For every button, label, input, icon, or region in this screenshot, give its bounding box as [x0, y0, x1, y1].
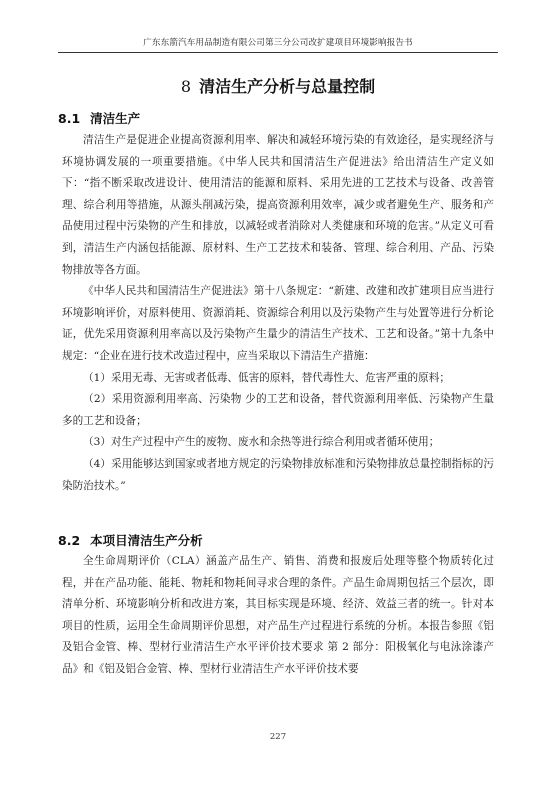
running-header: 广东东箭汽车用品制造有限公司第三分公司改扩建项目环境影响报告书 [143, 38, 413, 48]
section-8-2-body [62, 551, 494, 681]
header-rule [58, 52, 498, 53]
paragraph: 《中华人民共和国清洁生产促进法》第十八条规定：“新建、改建和改扩建项目应当进行环境影响评价，对原料使用、资源消耗、资源综合利用以及污染物产生与处置等进行分析论证，优先采用资源利用率高以及污染物产生量少的清洁生产技术、工艺和设备。”第十九条中规定：“企业在进行技术改造过程中，应当采取以下清洁生产措施： [62, 285, 494, 362]
list-item: （3）对生产过程中产生的废物、废水和余热等进行综合利用或者循环使用； [83, 436, 440, 449]
chapter-title [0, 74, 556, 97]
section-8-1-body [62, 130, 494, 497]
section-number: 8.1 [58, 111, 81, 126]
section-title: 本项目清洁生产分析 [90, 533, 203, 548]
section-title: 清洁生产 [90, 111, 141, 126]
list-item: （4）采用能够达到国家或者地方规定的污染物排放标准和污染物排放总量控制指标的污染防治技术。” [62, 457, 494, 492]
list-item: （1）采用无毒、无害或者低毒、低害的原料，替代毒性大、危害严重的原料； [83, 371, 450, 384]
section-heading-8-1 [58, 109, 140, 127]
list-item: （2）采用资源利用率高、污染物 少的工艺和设备，替代资源利用率低、污染物产生量多的工艺和设备； [62, 393, 494, 427]
paragraph: 全生命周期评价（CLA）涵盖产品生产、销售、消费和报废后处理等整个物质转化过程，并在产品功能、能耗、物耗和物耗间寻求合理的条件。产品生命周期包括三个层次，即清单分析、环境影响分析和改进方案，其目标实现是环境、经济、效益三者的统一。针对本项目的性质，运用全生命周期评价思想，对产品生产过程进行系统的分析。本报告参照《铝及铝合金管、棒、型材行业清洁生产水平评价技术要求 第 2 部分：阳极氧化与电泳涂漆产品》和《铝及铝合金管、棒、型材行业清洁生产水平评价技术要 [62, 555, 494, 675]
section-heading-8-2 [58, 531, 203, 549]
page-number: 227 [269, 732, 287, 742]
chapter-number: 8 [180, 77, 192, 96]
paragraph: 清洁生产是促进企业提高资源利用率、解决和减轻环境污染的有效途径，是实现经济与环境协调发展的一项重要措施。《中华人民共和国清洁生产促进法》给出清洁生产定义如下：“指不断采取改进设计、使用清洁的能源和原料、采用先进的工艺技术与设备、改善管理、综合利用等措施，从源头削减污染，提高资源利用效率，减少或者避免生产、服务和产品使用过程中污染物的产生和排放，以减轻或者消除对人类健康和环境的危害。”从定义可看到，清洁生产内涵包括能源、原材料、生产工艺技术和装备、管理、综合利用、产品、污染物排放等各方面。 [62, 134, 494, 276]
chapter-title-text: 清洁生产分析与总量控制 [199, 77, 376, 96]
section-number: 8.2 [58, 533, 81, 548]
